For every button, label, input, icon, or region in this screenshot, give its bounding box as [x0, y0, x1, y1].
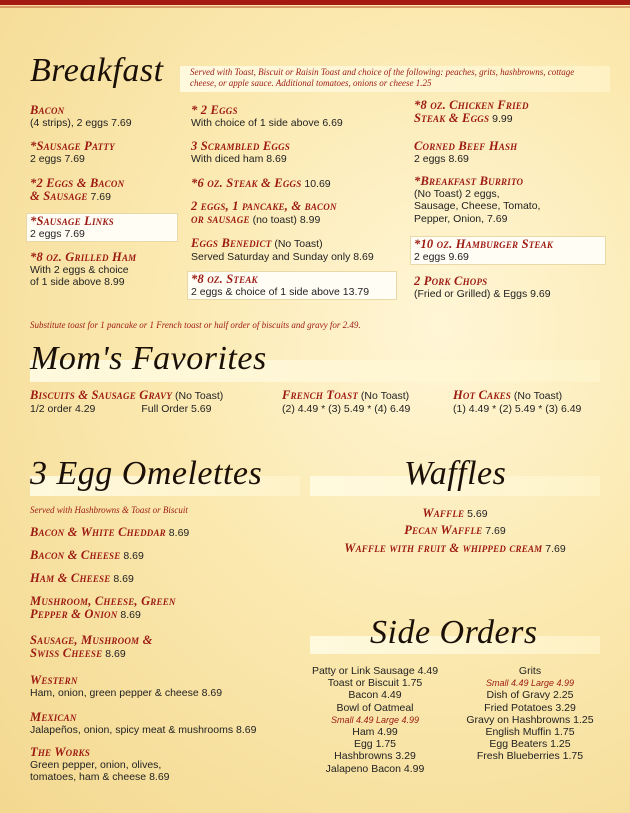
item-name: 2 Pork Chops: [414, 274, 488, 288]
item-desc: With choice of 1 side above 6.69: [191, 116, 343, 129]
item-name: *6 oz. Steak & Eggs: [191, 176, 302, 190]
item-name: *Sausage Links: [30, 214, 114, 228]
side-item: Toast or Biscuit 1.75: [327, 677, 423, 690]
menu-item-steak-6oz: [191, 177, 391, 191]
item-name-cont: or sausage: [191, 211, 250, 226]
item-name: *2 Eggs & Bacon: [30, 176, 125, 190]
side-item: Bacon 4.49: [348, 689, 402, 702]
menu-item-bacon-white-cheddar: [30, 526, 300, 540]
breakfast-title: Breakfast: [30, 52, 164, 89]
item-name: Mushroom, Cheese, Green: [30, 594, 176, 608]
side-item: Fried Potatoes 3.29: [484, 701, 576, 714]
item-desc: 2 eggs 7.69: [30, 152, 85, 165]
side-item: Grits: [518, 665, 542, 677]
item-name: Mexican: [30, 710, 77, 724]
menu-item-burrito: [414, 175, 604, 225]
item-note: (No Toast): [511, 390, 563, 402]
menu-item-hamburger-steak: [410, 236, 606, 265]
menu-item-chicken-fried-steak: [414, 99, 604, 125]
menu-item-biscuits-gravy: [30, 389, 280, 415]
item-price: 8.69: [165, 527, 190, 539]
menu-item-hot-cakes: [453, 389, 613, 415]
item-desc: (1) 4.49 * (2) 5.49 * (3) 6.49: [453, 402, 582, 415]
item-half: 1/2 order 4.29: [30, 402, 96, 415]
item-price: 7.69: [542, 543, 566, 555]
item-note: (No Toast): [358, 390, 410, 402]
side-item: Patty or Link Sausage 4.49: [311, 665, 439, 677]
item-desc: 2 eggs 8.69: [414, 152, 469, 165]
item-name: *Breakfast Burrito: [414, 174, 524, 188]
item-name: Bacon & Cheese: [30, 548, 121, 562]
item-name: *Sausage Patty: [30, 139, 115, 153]
menu-item-corned-beef-hash: [414, 140, 604, 165]
item-desc: Jalapeños, onion, spicy meat & mushrooms 8.69: [30, 723, 257, 736]
omelettes-subtitle: Served with Hashbrowns & Toast or Biscuit: [30, 505, 188, 515]
menu-item-two-eggs: [191, 104, 391, 129]
menu-item-mushroom-cheese: [30, 595, 300, 621]
item-desc: Green pepper, onion, olives,: [30, 758, 162, 771]
item-note: (No Toast): [271, 238, 323, 250]
item-name: French Toast: [282, 388, 359, 402]
item-name: Corned Beef Hash: [414, 139, 518, 153]
side-item-sizes: Small 4.49 Large 4.99: [485, 678, 575, 689]
item-desc: 2 eggs 7.69: [30, 227, 85, 240]
menu-item-sausage-patty: [30, 140, 180, 165]
menu-item-sausage-mushroom-swiss: [30, 634, 300, 660]
item-price: 9.99: [489, 112, 513, 125]
item-name: Hot Cakes: [453, 388, 511, 402]
item-name: Waffle with fruit & whipped cream: [344, 541, 543, 555]
side-item: Bowl of Oatmeal: [336, 701, 414, 714]
item-desc-cont: Sausage, Cheese, Tomato,: [414, 200, 541, 212]
item-price: 8.69: [102, 647, 126, 660]
side-item: Hashbrowns 3.29: [334, 750, 416, 763]
menu-item-grilled-ham: [30, 251, 185, 289]
item-desc: (2) 4.49 * (3) 5.49 * (4) 6.49: [282, 402, 411, 415]
item-full: Full Order 5.69: [141, 402, 212, 415]
item-name: Ham & Cheese: [30, 571, 111, 585]
waffles-title: Waffles: [404, 455, 507, 492]
item-name: * 2 Eggs: [191, 103, 238, 117]
side-item: Gravy on Hashbrowns 1.25: [466, 713, 594, 726]
item-price: 7.69: [482, 525, 506, 537]
item-price: 5.69: [464, 508, 488, 520]
item-desc-cont: Pepper, Onion, 7.69: [414, 212, 508, 225]
side-item: Ham 4.99: [352, 726, 398, 739]
item-name: *8 oz. Grilled Ham: [30, 250, 137, 264]
sides-left-column: [300, 665, 450, 775]
menu-item-bacon-cheese: [30, 549, 300, 563]
item-name: *8 oz. Steak: [191, 272, 258, 286]
side-item: Egg Beaters 1.25: [489, 738, 571, 751]
menu-item-ham-cheese: [30, 572, 300, 586]
menu-item-french-toast: [282, 389, 452, 415]
substitute-note: Substitute toast for 1 pancake or 1 French toast or half order of biscuits and gravy for 2.49.: [30, 320, 361, 330]
menu-item-benedict: [191, 237, 396, 263]
item-name-cont: Swiss Cheese: [30, 645, 103, 660]
item-name: Pecan Waffle: [404, 523, 483, 537]
item-desc: (no toast) 8.99: [249, 213, 321, 226]
sides-title: Side Orders: [370, 614, 538, 651]
menu-item-bacon: [30, 104, 180, 129]
item-desc: (No Toast) 2 eggs,: [414, 187, 500, 200]
item-name-cont: Steak & Eggs: [414, 110, 490, 125]
omelettes-title: 3 Egg Omelettes: [30, 455, 263, 492]
menu-item-eggs-bacon: [30, 177, 185, 203]
item-name: Bacon: [30, 103, 65, 117]
side-item-sizes: Small 4.49 Large 4.99: [330, 714, 420, 725]
menu-item-western: [30, 674, 300, 699]
item-desc: With diced ham 8.69: [191, 152, 287, 165]
item-price: 8.69: [117, 608, 141, 621]
item-name: Bacon & White Cheddar: [30, 525, 166, 539]
menu-item-pork-chops: [414, 275, 604, 300]
item-name: Eggs Benedict: [191, 236, 272, 250]
item-desc-cont: tomatoes, ham & cheese 8.69: [30, 771, 170, 783]
item-desc: With 2 eggs & choice: [30, 263, 129, 276]
item-desc: 2 eggs & choice of 1 side above 13.79: [191, 285, 370, 298]
side-item: Fresh Blueberries 1.75: [476, 750, 584, 763]
item-name-cont: & Sausage: [30, 188, 88, 203]
item-desc: (Fried or Grilled) & Eggs 9.69: [414, 287, 551, 300]
item-price: 10.69: [301, 178, 331, 190]
item-desc: (4 strips), 2 eggs 7.69: [30, 116, 132, 129]
menu-item-waffle: [310, 507, 600, 521]
menu-item-pecan-waffle: [310, 524, 600, 538]
item-note: (No Toast): [172, 390, 224, 402]
item-price: 8.69: [110, 573, 134, 585]
menu-item-scrambled: [191, 140, 391, 165]
item-name: 2 eggs, 1 pancake, & bacon: [191, 199, 337, 213]
menu-item-waffle-fruit: [300, 542, 610, 556]
item-name: Sausage, Mushroom &: [30, 633, 153, 647]
item-price: 8.69: [120, 550, 144, 562]
item-desc: Served Saturday and Sunday only 8.69: [191, 250, 374, 263]
item-name: Waffle: [422, 506, 465, 520]
moms-title: Mom's Favorites: [30, 340, 267, 377]
menu-item-sausage-links: [26, 213, 178, 242]
item-price: 7.69: [87, 190, 111, 203]
breakfast-intro: Served with Toast, Biscuit or Raisin Toast and choice of the following: peaches, grits, hashbrowns, cottage cheese, or apple sauce. Additional tomatoes, onions or cheese 1.25: [190, 67, 575, 88]
item-desc: Ham, onion, green pepper & cheese 8.69: [30, 686, 223, 699]
item-name: The Works: [30, 745, 90, 759]
item-desc-cont: of 1 side above 8.99: [30, 276, 125, 288]
side-item: Jalapeno Bacon 4.99: [325, 762, 425, 775]
item-name: *8 oz. Chicken Fried: [414, 98, 529, 112]
side-item: Dish of Gravy 2.25: [486, 689, 574, 702]
item-name-cont: Pepper & Onion: [30, 606, 118, 621]
side-item: Egg 1.75: [353, 738, 397, 751]
item-name: Western: [30, 673, 78, 687]
item-desc: 2 eggs 9.69: [414, 250, 469, 263]
menu-item-mexican: [30, 711, 305, 736]
menu-item-steak-8oz: [187, 271, 397, 300]
menu-item-combo: [191, 200, 391, 226]
item-name: Biscuits & Sausage Gravy: [30, 388, 173, 402]
side-item: English Muffin 1.75: [485, 726, 575, 739]
top-border-thin: [0, 6, 630, 8]
menu-item-the-works: [30, 746, 300, 784]
item-name: 3 Scrambled Eggs: [191, 139, 291, 153]
sides-right-column: [455, 665, 605, 763]
top-border: [0, 0, 630, 5]
item-name: *10 oz. Hamburger Steak: [414, 237, 554, 251]
